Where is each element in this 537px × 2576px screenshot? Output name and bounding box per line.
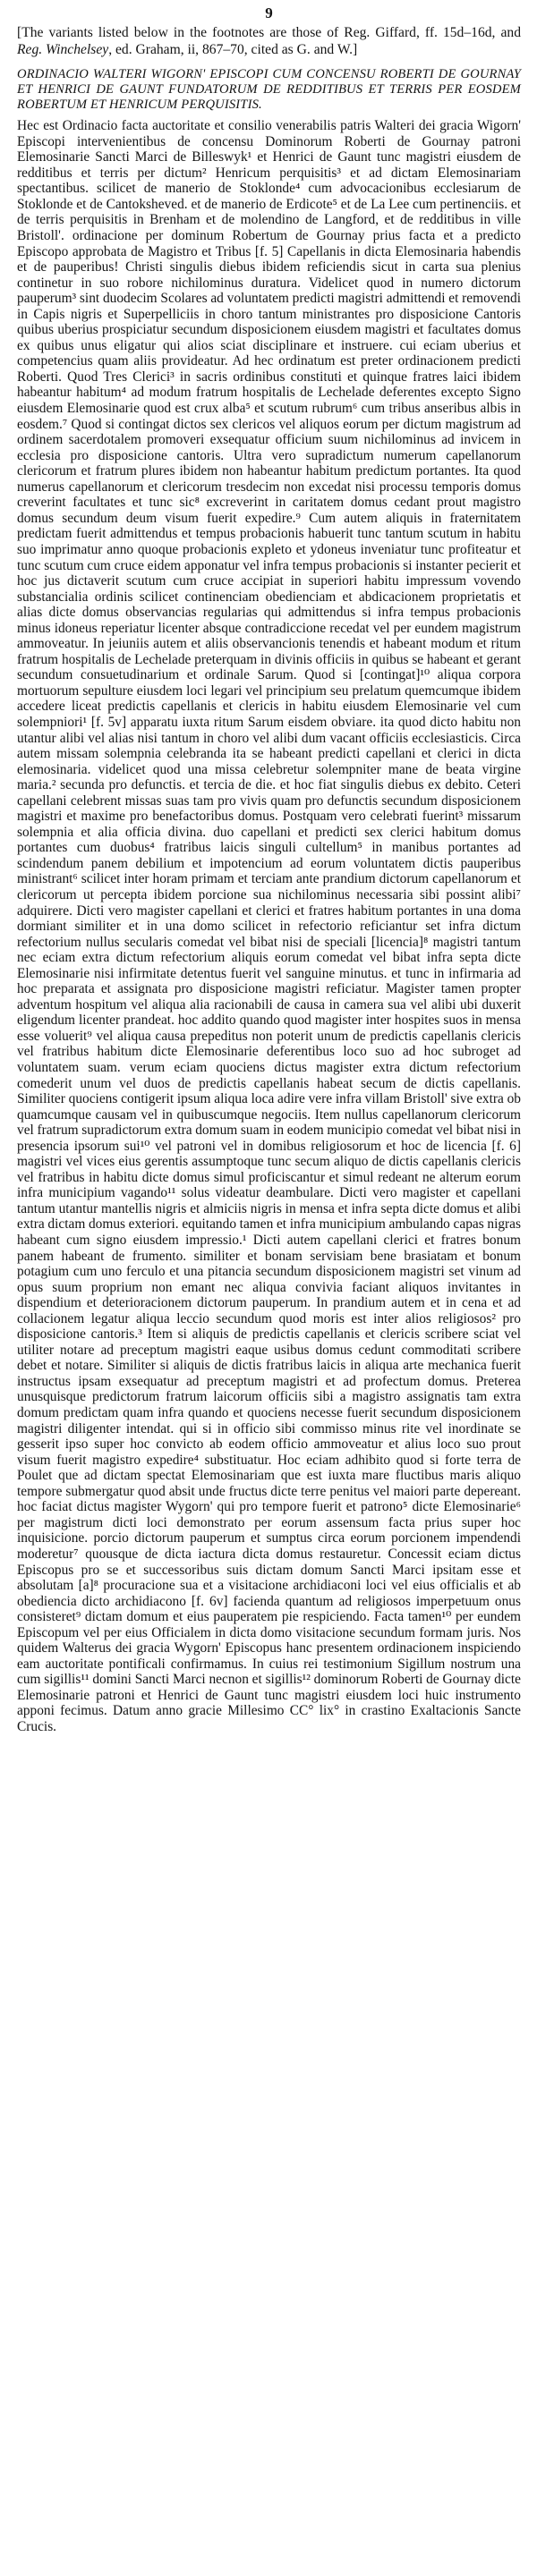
variants-note-text-end: , ed. Graham, ii, 867–70, cited as G. and W.] xyxy=(108,41,358,57)
ordinance-heading: ORDINACIO WALTERI WIGORN' EPISCOPI CUM CONCENSU ROBERTI DE GOURNAY ET HENRICI DE GAUNT FUNDATORUM DE REDDITIBUS ET TERRIS PER EOSDEM ROBERTUM ET HENRICUM PERQUISITIS. xyxy=(17,67,521,113)
ordinance-body-text: Hec est Ordinacio facta auctoritate et consilio venerabilis patris Walteri dei gracia Wigorn' Episcopi intervenientibus de concensu Dominorum Roberti de Gournay patroni Elemosinarie Sancti Marci de Billeswyk¹ et Henrici de Gaunt tunc magistri eiusdem de redditibus et terris per dictum² Henricum perquisitis³ et ad dictam Elemosinariam spectantibus. scilicet de manerio de Stoklonde⁴ cum advocacionibus ecclesiarum de Stoklonde et de Cantoksheved. et de manerio de Erdicote⁵ et de La Lee cum pertinenciis. et de terris perquisitis in Brenham et de molendino de Langford, et de redditibus in ville Bristoll'. ordinacione per dominum Robertum de Gournay prius facta et a predicto Episcopo approbata de Magistro et Tribus [f. 5] Capellanis in dicta Elemosinaria habendis et de pauperibus! Christi singulis diebus ibidem reficiendis sicut in carta sua plenius continetur in suo robore nichilominus duratura. Videlicet quod in numero dictorum pauperum³ sint duodecim Scolares ad voluntatem predicti magistri admittendi et removendi in Capis nigris et Superpelliciis in choro tantum ministrantes pro disposicione Cantoris quibus uberius prospiciatur secundum disposicionem eiusdem magistri et facultates domus ex quibus unus eligatur qui alios sciat disciplinare et instruere. cui eciam uberius et competencius quam aliis provideatur. Ad hec ordinatum est preter ordinacionem predicti Roberti. Quod Tres Clerici³ in sacris ordinibus constituti et quinque fratres laici ibidem habeantur habitum⁴ ad modum fratrum hospitalis de Lechelade deferentes excepto Signo eiusdem Elemosinarie quod est crux alba⁵ et scutum rubrum⁶ cum tribus anseribus albis in eosdem.⁷ Quod si contingat dictos sex clericos vel aliquos eorum per dictum magistrum ad ordinem sacerdotalem promoveri exsequatur officium suum nichilominus ad invicem in ecclesia pro disposicione cantoris. Ultra vero supradictum numerum capellanorum clericorum et fratrum plures ibidem non habeantur habitum predictum portantes. Ita quod numerus capellanorum et clericorum tresdecim non excedat nisi processu temporis domus creverint facultates et tunc sic⁸ excreverint in caritatem domus cedant prout magistro domus secundum deum visum fuerit expedire.⁹ Cum autem aliquis in fraternitatem predictam fuerit admittendus et tempus probacionis habuerit tunc tantum scutum in habitu suo imprimatur anno quoque probacionis expleto et ydoneus inveniatur tunc profiteatur et tunc scutum cum cruce eidem apponatur vel infra tempus probacionis si instanter pecierit et hoc jus dictaverit scutum cum cruce accipiat in superiori habitu impressum vovendo substancialia ordinis scilicet continenciam obedienciam et abdicacionem proprietatis et alias dicte domus observancias regularias qui admittendus si infra tempus probacionis minus idoneus reperiatur licenter absque contradiccione recedat vel per eundem magistrum ammoveatur. In jeiuniis autem et aliis observancionis tenendis et habeant modum et ritum fratrum hospitalis de Lechelade preterquam in divinis officiis in quibus se habeant et gerant secundum consuetudinarium et ordinale Sarum. Quod si [contingat]¹⁰ aliqua corpora mortuorum sepulture eiusdem loci legari vel principium seu prelatum quemcumque ibidem accedere liceat predictis capellanis et clericis in habitu eiusdem Elemosinarie vel cum solempniori¹ [f. 5v] apparatu iuxta ritum Sarum eisdem obviare. ita quod dicto habitu non utantur alibi vel alias nisi tantum in choro vel alibi dum vacant officiis ecclesiasticis. Circa autem missam solempnia celebranda ita se habeant predicti capellani et clerici in dicta elemosinaria. videlicet quod una missa celebretur solempniter mane de beata virgine maria.² secunda pro defunctis. et tercia de die. et hoc fiat singulis diebus ex debito. Ceteri capellani celebrent missas suas tam pro vivis quam pro defunctis secundum disposicionem magistri et maxime pro benefactoribus domus. Postquam vero celebrati fuerint³ missarum solempnia et alia officia divina. duo capellani et predicti sex clerici habitum domus portantes cum duobus⁴ fratribus laicis singuli cultellum⁵ in manibus portantes ad scindendum panem debilium et impotencium ad eorum voluntatem dictis pauperibus ministrant⁶ scilicet inter horam primam et terciam ante prandium dictorum capellanorum et clericorum ut percepta ibidem porcione sua nichilominus necessaria sibi possint alibi⁷ adquirere. Dicti vero magister capellani et clerici et fratres habitum portantes in una doma dormiant similiter et in una domo scilicet in refectorio reficiantur set infra dictum refectorium nullus secularis comedat vel bibat nisi de speciali [licencia]⁸ magistri tantum nec eciam extra dictum refectorium aliquis eorum comedat vel bibat infra septa dicte Elemosinarie nisi infirmitate detentus fuerit vel sanguine minutus. et tunc in infirmaria ad hoc preparata et assignata pro disposicione magistri reficiatur. Magister tamen propter adventum hospitum vel aliqua alia racionabili de causa in camera sua vel alibi ubi duxerit eligendum licenter prandeat. hoc addito quando quod magister inter hospites suos in mensa esse voluerit⁹ vel aliqua causa prepeditus non poterit unum de predictis capellanis clericis vel fratribus habitum dicte Elemosinarie deferentibus loco suo ad hoc subroget ad voluntatem suam. verum eciam quociens dictus magister extra dictum refectorium comederit unum vel duos de predictis capellanis habeat secum de dictis capellanis. Similiter quociens contigerit ipsum aliqua loca adire vere infra villam Bristoll' sive extra ob quamcumque causam vel in quibuscumque negociis. Item nullus capellanorum clericorum vel fratrum supradictorum extra domum suam in eodem municipio comedat vel bibat nisi in presencia ipsorum sui¹⁰ vel patroni vel in domibus religiosorum et hoc de licencia [f. 6] magistri vel vices eius gerentis assumptoque tunc secum aliquo de dictis capellanis clericis vel fratribus in habitu dicte domus simul proficiscantur et simul redeant ne alterum eorum infra municipium vagando¹¹ solus videatur deambulare. Dicti vero magister et capellani tantum utantur mantellis nigris et almiciis nigris in mensa et infra septa dicte domus et alibi extra dictam domus exteriori. equitando tamen et infra municipium ambulando capas nigras habeant cum signo eiusdem impressio.¹ Dicti autem capellani clerici et fratres bonum panem habeant de frumento. similiter et bonam servisiam bene brasiatam et bonum potagium cum uno ferculo et una pitancia secundum disposicionem magistri set vinum ad opus suum proprium non emant nec aliqua convivia faciant aliquos invitantes in dispendium et deterioracionem dictorum pauperum. In prandium autem et in cena et ad collacionem legatur aliqua leccio secundum quod moris est inter alios religiosos² pro disposicione cantoris.³ Item si aliquis de predictis capellanis et clericis scribere sciat vel utiliter notare ad preceptum magistri eaque usibus domus cedunt commoditati scribere debet et notare. Similiter si aliquis de dictis fratribus laicis in aliqua arte mechanica fuerit instructus ipsam exsequatur ad preceptum magistri et ad profectum domus. Preterea unusquisque predictorum fratrum laicorum officiis sibi a magistro assignatis tam extra domum predictam quam infra quando et quociens necesse fuerit secundum disposicionem magistri diligenter intendat. qui si in officio sibi commisso minus rite vel inordinate se gesserit ipso super hoc convicto ab eodem officio ammoveatur et alius loco suo prout visum fuerit magistro expedire⁴ substituatur. Hoc eciam adhibito quod si forte terra de Poulet que ad dictam spectat Elemosinariam que est iuxta mare fluctibus maris aliquo tempore submergatur quod absit unde fructus dicte terre penitus vel maiori parte depereant. hoc faciat dictus magister Wygorn' qui pro tempore fuerit et patrono⁵ dicte Elemosinarie⁶ per magistrum dicti loci demonstrato per eorum assensum facta prius super hoc inquisicione. porcio dictorum pauperum et sumptus circa eorum porcionem impendendi moderetur⁷ quousque de dicta iactura dicta domus restauretur. Concessit eciam dictus Episcopus pro se et successoribus suis dictam domum Sancti Marci ipsitam esse et absolutam [a]⁸ procuracione sua et a visitacione archidiaconi loci vel eius officialis et ab obediencia dicto archidiacono [f. 6v] facienda quantum ad religiosos imperpetuum onus consisteret⁹ dictam domum et eius pauperatem pie respiciendo. Facta tamen¹⁰ per eundem Episcopum vel per eius Officialem in dicta domo visitacione secundum formam juris. Nos quidem Walterus dei gracia Wygorn' Episcopus hanc presentem ordinacionem inspiciendo eam auctoritate pontificali confirmamus. In cuius rei testimonium Sigillum nostrum una cum sigillis¹¹ domini Sancti Marci necnon et sigillis¹² dominorum Roberti de Gournay dicte Elemosinarie patroni et Henrici de Gaunt tunc magistri eiusdem loci huic instrumento apponi fecimus. Datum anno gracie Millesimo CC° lix° in crastino Exaltacionis Sancte Crucis. xyxy=(17,118,521,1734)
variants-note-text-start: [The variants listed below in the footnotes are those of Reg. Giffard, ff. 15d–16d, and xyxy=(17,25,521,40)
variants-note-register-title: Reg. Winchelsey xyxy=(17,41,109,57)
page-number: 9 xyxy=(265,4,273,21)
variants-note xyxy=(17,25,521,58)
